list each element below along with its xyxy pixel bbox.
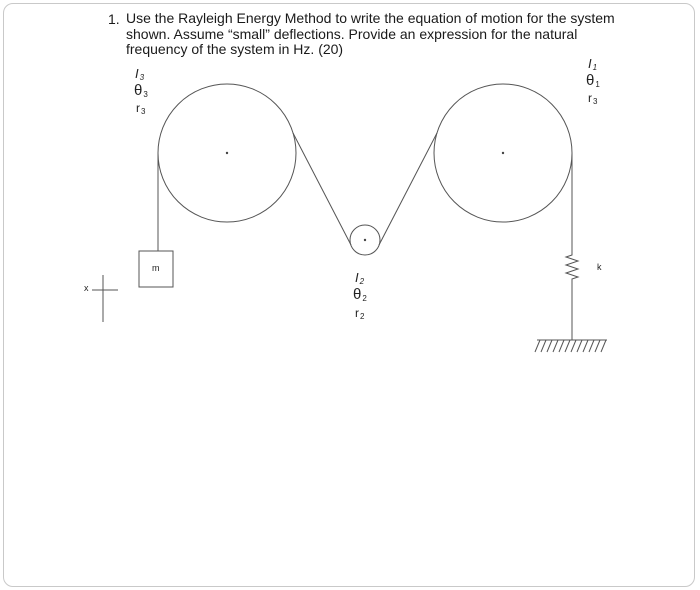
x-axis-label: x <box>84 283 89 293</box>
question-number: 1. <box>108 11 120 27</box>
mass-label: m <box>152 263 160 273</box>
small-inertia-label: $I_2$ <box>355 270 365 286</box>
spring <box>566 248 578 285</box>
right-angle-label: $\theta_1$ <box>586 72 600 89</box>
rope-left-to-small <box>293 133 351 245</box>
left-inertia-label: $I_3$ <box>135 66 145 82</box>
left-pulley-center <box>226 152 228 154</box>
small-radius-label: $r_2$ <box>355 306 365 321</box>
small-pulley-center <box>364 239 366 241</box>
spring-constant-label: k <box>597 262 602 272</box>
question-line: frequency of the system in Hz. (20) <box>126 41 344 57</box>
rope-small-to-right <box>379 133 437 245</box>
ground-hatch <box>535 340 606 352</box>
left-radius-label: $r_3$ <box>136 101 146 116</box>
right-radius-label: $r_3$ <box>588 91 598 106</box>
left-angle-label: $\theta_3$ <box>134 82 148 99</box>
small-angle-label: $\theta_2$ <box>353 286 367 303</box>
question-line: Use the Rayleigh Energy Method to write the equation of motion for the system <box>126 10 615 26</box>
right-inertia-label: $I_1$ <box>588 56 598 72</box>
question-line: shown. Assume “small” deflections. Provide an expression for the natural <box>126 25 578 42</box>
right-pulley-center <box>502 152 504 154</box>
